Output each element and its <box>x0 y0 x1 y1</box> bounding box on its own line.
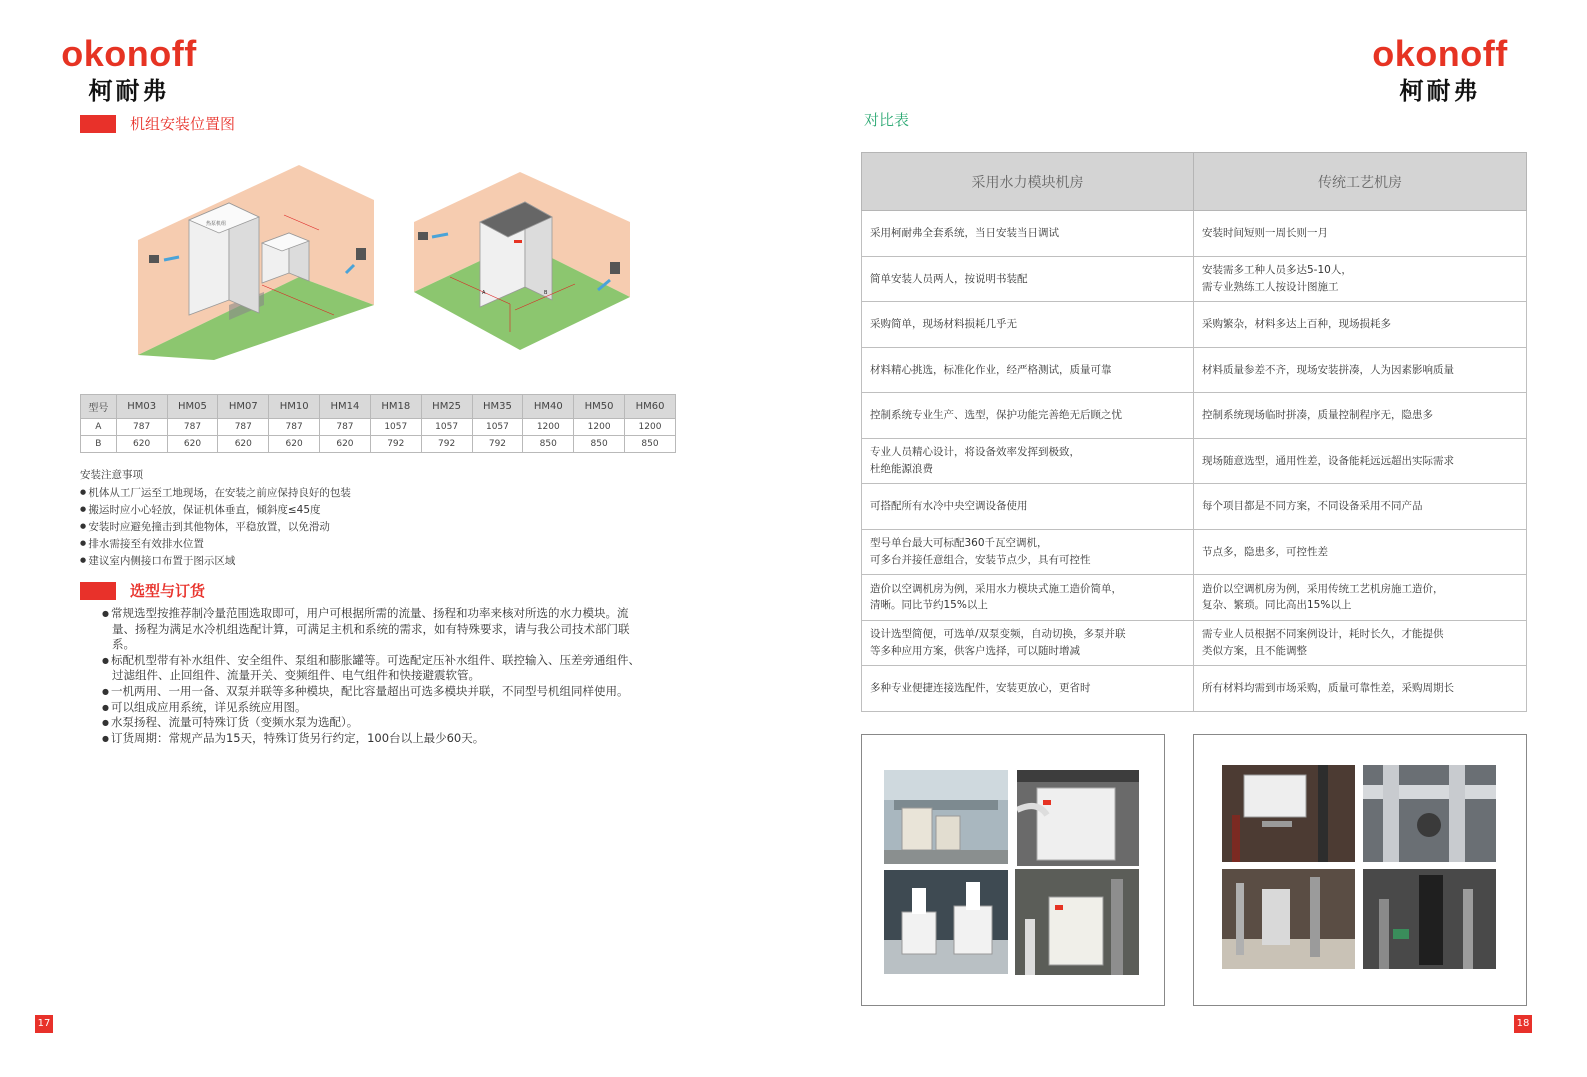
logo-right <box>1365 33 1515 106</box>
compare-header-row <box>862 153 1527 211</box>
table-row <box>862 211 1527 257</box>
list-item: ● 建议室内侧接口布置于图示区域 <box>80 552 351 569</box>
compare-cell-module: 造价以空调机房为例，采用水力模块式施工造价简单， 清晰。同比节约15%以上 <box>862 575 1194 621</box>
spec-cell: 620 <box>269 436 320 453</box>
spec-cell: 792 <box>472 436 523 453</box>
spec-header: HM07 <box>218 395 269 419</box>
compare-header-module: 采用水力模块机房 <box>862 153 1194 211</box>
spec-cell: 850 <box>523 436 574 453</box>
spec-cell: 1200 <box>574 419 625 436</box>
notes-title: 安装注意事项 <box>80 469 143 481</box>
list-item: ● 标配机型带有补水组件、安全组件、泵组和膨胀罐等。可选配定压补水组件、联控输入、压差旁通组件、过滤组件、止回组件、流量开关、变频组件、电气组件和快接避震软管。 <box>102 653 642 684</box>
photo-module-rooftop <box>884 770 1008 864</box>
brand-wordmark: okonoff <box>61 33 197 74</box>
compare-cell-traditional: 每个项目都是不同方案，不同设备采用不同产品 <box>1194 484 1527 530</box>
photo-module-pair <box>884 870 1008 974</box>
photo-traditional-2 <box>1363 765 1496 862</box>
spec-cell: 620 <box>116 436 167 453</box>
list-item: ● 机体从工厂运至工地现场，在安装之前应保持良好的包装 <box>80 484 351 501</box>
list-item: ● 订货周期：常规产品为15天，特殊订货另行约定，100台以上最少60天。 <box>102 731 642 747</box>
spec-cell: 787 <box>320 419 371 436</box>
brand-chinese: 柯耐弗 <box>1399 77 1481 105</box>
table-row <box>862 529 1527 575</box>
spec-header: HM25 <box>421 395 472 419</box>
install-section-heading <box>80 113 235 134</box>
spec-cell: 620 <box>320 436 371 453</box>
compare-cell-traditional: 材料质量参差不齐，现场安装拼凑，人为因素影响质量 <box>1194 347 1527 393</box>
list-item: ● 排水需接至有效排水位置 <box>80 535 351 552</box>
spec-header: HM18 <box>370 395 421 419</box>
spec-cell: A <box>81 419 117 436</box>
spec-cell: 787 <box>269 419 320 436</box>
photo-panel-module <box>861 734 1165 1006</box>
compare-cell-module: 简单安装人员两人，按说明书装配 <box>862 256 1194 302</box>
compare-cell-module: 专业人员精心设计，将设备效率发挥到极致， 杜绝能源浪费 <box>862 438 1194 484</box>
spec-header: 型号 <box>81 395 117 419</box>
install-section-title: 机组安装位置图 <box>130 115 236 133</box>
compare-cell-traditional: 采购繁杂，材料多达上百种，现场损耗多 <box>1194 302 1527 348</box>
spec-cell: 850 <box>574 436 625 453</box>
spec-cell: 1057 <box>370 419 421 436</box>
list-item: ● 安装时应避免撞击到其他物体，平稳放置，以免滑动 <box>80 518 351 535</box>
unit-label: 热泵机组 <box>206 221 227 227</box>
spec-cell: 620 <box>218 436 269 453</box>
compare-cell-module: 材料精心挑选，标准化作业，经严格测试，质量可靠 <box>862 347 1194 393</box>
compare-cell-traditional: 现场随意选型，通用性差，设备能耗远远超出实际需求 <box>1194 438 1527 484</box>
order-section-heading <box>80 580 205 601</box>
compare-cell-traditional: 造价以空调机房为例，采用传统工艺机房施工造价， 复杂、繁琐。同比高出15%以上 <box>1194 575 1527 621</box>
page-number-right: 18 <box>1514 1015 1532 1033</box>
table-row <box>862 484 1527 530</box>
compare-table <box>861 152 1527 712</box>
section-marker <box>80 115 116 133</box>
table-row <box>862 256 1527 302</box>
compare-header-traditional: 传统工艺机房 <box>1194 153 1527 211</box>
install-diagram-1 <box>134 165 384 365</box>
table-row <box>862 302 1527 348</box>
table-row <box>862 575 1527 621</box>
logo-left <box>54 33 204 106</box>
order-section-title: 选型与订货 <box>130 582 206 600</box>
list-item: ● 搬运时应小心轻放，保证机体垂直，倾斜度≤45度 <box>80 501 351 518</box>
section-marker <box>80 582 116 600</box>
spec-cell: 1057 <box>421 419 472 436</box>
list-item: ● 一机两用、一用一备、双泵并联等多种模块，配比容量超出可选多模块并联，不同型号机组同样使用。 <box>102 684 642 700</box>
spec-header: HM14 <box>320 395 371 419</box>
spec-header: HM40 <box>523 395 574 419</box>
photo-traditional-4 <box>1363 869 1496 969</box>
photo-panel-traditional <box>1193 734 1527 1006</box>
install-notes <box>80 467 351 569</box>
list-item: ● 水泵扬程、流量可特殊订货（变频水泵为选配）。 <box>102 715 642 731</box>
compare-cell-traditional: 节点多，隐患多，可控性差 <box>1194 529 1527 575</box>
table-row <box>862 393 1527 439</box>
spec-header: HM60 <box>625 395 676 419</box>
dim-b-label: B <box>544 290 548 296</box>
spec-header: HM50 <box>574 395 625 419</box>
spec-cell: 792 <box>370 436 421 453</box>
spec-header: HM10 <box>269 395 320 419</box>
photo-module-installed <box>1015 869 1139 975</box>
brand-wordmark: okonoff <box>1372 33 1508 74</box>
spec-header-row <box>81 395 676 419</box>
spec-table <box>80 394 676 453</box>
compare-cell-traditional: 控制系统现场临时拼凑，质量控制程序无，隐患多 <box>1194 393 1527 439</box>
spec-cell: 787 <box>218 419 269 436</box>
brand-chinese: 柯耐弗 <box>88 77 170 105</box>
compare-title: 对比表 <box>864 111 910 129</box>
table-row <box>862 620 1527 666</box>
spec-cell: 850 <box>625 436 676 453</box>
page-number-left: 17 <box>35 1015 53 1033</box>
spec-cell: 1200 <box>523 419 574 436</box>
compare-cell-traditional: 安装时间短则一周长则一月 <box>1194 211 1527 257</box>
photo-module-unit <box>1017 770 1139 866</box>
spec-cell: B <box>81 436 117 453</box>
spec-cell: 620 <box>167 436 218 453</box>
compare-cell-traditional: 安装需多工种人员多达5-10人， 需专业熟练工人按设计图施工 <box>1194 256 1527 302</box>
compare-cell-module: 可搭配所有水冷中央空调设备使用 <box>862 484 1194 530</box>
install-diagram-2 <box>410 172 640 357</box>
table-row <box>862 438 1527 484</box>
compare-cell-module: 多种专业便捷连接选配件，安装更放心，更省时 <box>862 666 1194 712</box>
photo-traditional-3 <box>1222 869 1355 969</box>
compare-cell-module: 采购简单，现场材料损耗几乎无 <box>862 302 1194 348</box>
spec-cell: 1057 <box>472 419 523 436</box>
list-item: ● 可以组成应用系统，详见系统应用图。 <box>102 700 642 716</box>
spec-header: HM03 <box>116 395 167 419</box>
spec-cell: 787 <box>116 419 167 436</box>
compare-cell-module: 采用柯耐弗全套系统，当日安装当日调试 <box>862 211 1194 257</box>
spec-cell: 787 <box>167 419 218 436</box>
spec-header: HM35 <box>472 395 523 419</box>
compare-cell-traditional: 所有材料均需到市场采购，质量可靠性差，采购周期长 <box>1194 666 1527 712</box>
photo-traditional-1 <box>1222 765 1355 862</box>
table-row <box>81 436 676 453</box>
compare-cell-module: 型号单台最大可标配360千瓦空调机， 可多台并接任意组合，安装节点少，具有可控性 <box>862 529 1194 575</box>
spec-cell: 1200 <box>625 419 676 436</box>
compare-cell-module: 设计选型简便，可选单/双泵变频，自动切换，多泵并联 等多种应用方案，供客户选择，可以随时增减 <box>862 620 1194 666</box>
spec-cell: 792 <box>421 436 472 453</box>
table-row <box>862 666 1527 712</box>
table-row <box>81 419 676 436</box>
compare-cell-traditional: 需专业人员根据不同案例设计，耗时长久，才能提供 类似方案，且不能调整 <box>1194 620 1527 666</box>
compare-cell-module: 控制系统专业生产、选型，保护功能完善绝无后顾之忧 <box>862 393 1194 439</box>
list-item: ● 常规选型按推荐制冷量范围选取即可，用户可根据所需的流量、扬程和功率来核对所选的水力模块。流量、扬程为满足水冷机组选配计算，可满足主机和系统的需求，如有特殊要求，请与我公司技术部门联系。 <box>102 606 642 653</box>
table-row <box>862 347 1527 393</box>
order-list <box>102 606 642 746</box>
spec-header: HM05 <box>167 395 218 419</box>
dim-a-label: A <box>482 290 486 296</box>
